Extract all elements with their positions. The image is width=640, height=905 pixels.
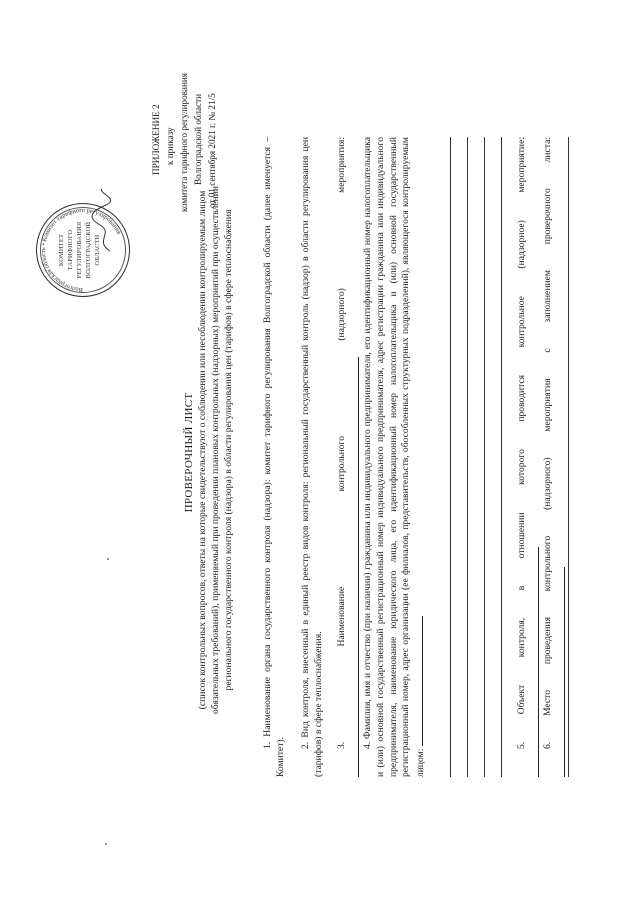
item-4-label: 4. Фамилия, имя и отчество (при наличии) гражданина или индивидуального предпринимателя, его идентификационный номер налогоплательщика и (или) основной государственный регистрационный номер индивидуального предпринимателя, адрес регистрации гражданина или индивидуального предпринимателя, наименование юридического лица, его идентификационный номер налогоплательщика и (или) основной государственный регистрационный номер, адрес организации (ее филиалов, представительств, обособленных структурных подразделений), являющегося контролируемым лицом: xyxy=(362,137,427,777)
document-subtitle: (список контрольных вопросов, ответы на которые свидетельствуют о соблюдении или несоблюдении контролируемым лицом обязательных требований), применяемый при проведении плановых контрольных (надзорных) мероприятий при осуществлении регионального государственного контроля (надзора) в области регулирования цен (тарифов) в сфере теплоснабжения xyxy=(197,186,234,714)
blank-line xyxy=(467,137,468,777)
blank-line xyxy=(484,137,485,777)
item-6 xyxy=(542,137,570,777)
item-1: 1. Наименование органа государственного контроля (надзора): комитет тарифного регулирования Волгоградской области (далее именуется – Комитет). xyxy=(262,137,286,777)
item-6-label: 6. Место проведения контрольного (надзорного) мероприятия с заполнением проверочного листа: xyxy=(542,137,553,749)
stamp-line: ОБЛАСТИ xyxy=(94,234,101,266)
order-ref-line: к приказу xyxy=(165,127,175,165)
region-line: Волгоградской области xyxy=(193,93,203,185)
stamp-line: ВОЛГОГРАДСКОЙ xyxy=(85,221,92,279)
committee-line: комитета тарифного регулирования xyxy=(179,72,189,212)
item-5-label: 5. Объект контроля, в отношении которого проводится контрольное (надзорное) мероприятие: xyxy=(516,137,527,749)
signature-icon xyxy=(88,185,118,255)
item-3 xyxy=(336,137,364,777)
scan-speck xyxy=(105,844,107,846)
item-3-fill-line xyxy=(349,357,359,777)
svg-text:Волгоградская область • Комите: Волгоградская область • Комитет тарифного регулирования xyxy=(39,206,123,294)
appendix-label: ПРИЛОЖЕНИЕ 2 xyxy=(151,104,161,175)
blank-line xyxy=(568,137,569,777)
stamp-line: КОМИТЕТ xyxy=(58,233,65,267)
item-4 xyxy=(362,137,428,777)
item-5-fill-line xyxy=(529,547,539,777)
stamp-line: ТАРИФНОГО xyxy=(67,229,74,271)
item-6-fill-line xyxy=(555,567,565,777)
document-title: ПРОВЕРОЧНЫЙ ЛИСТ xyxy=(183,392,195,513)
order-date-number: от 01 сентября 2021 г. № 21/5 xyxy=(207,93,217,208)
item-3-label: 3. Наименование контрольного (надзорного) мероприятия: xyxy=(336,137,347,749)
item-5 xyxy=(516,137,544,777)
blank-line xyxy=(450,137,451,777)
stamp-line: РЕГУЛИРОВАНИЯ xyxy=(76,221,83,279)
scan-speck xyxy=(107,559,109,561)
item-2: 2. Вид контроля, внесенный в единый реестр видов контроля: региональный государственный контроль (надзор) в области регулирования цен (тарифов) в сфере теплоснабжения. xyxy=(300,137,324,777)
blank-line xyxy=(501,137,502,777)
item-4-fill-line xyxy=(413,616,423,746)
